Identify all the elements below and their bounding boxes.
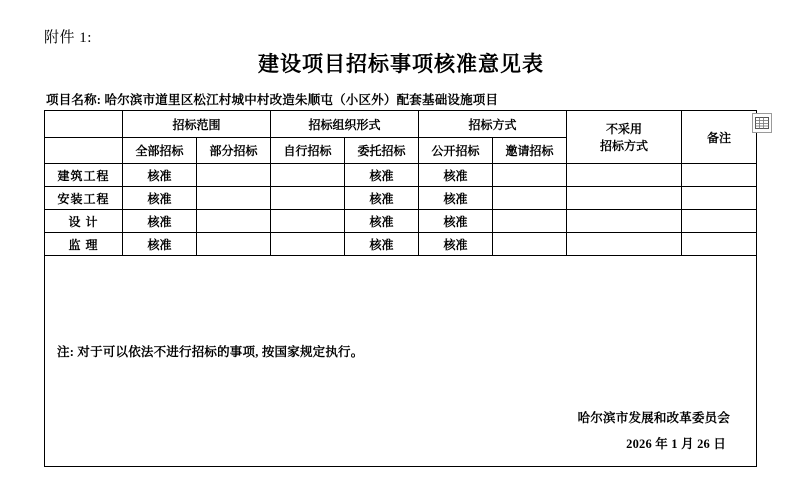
header-group-method: 招标方式 [419, 111, 567, 138]
cell-installation-entrusted: 核准 [345, 187, 419, 210]
table-note: 注: 对于可以依法不进行招标的事项, 按国家规定执行。 [57, 345, 364, 359]
project-name-line [46, 90, 498, 108]
subheader-invited-bidding: 邀请招标 [493, 138, 567, 164]
table-row [45, 187, 757, 210]
subheader-partial-bidding: 部分招标 [197, 138, 271, 164]
header-no-bidding-line2: 招标方式 [600, 139, 649, 153]
cell-installation-full: 核准 [123, 187, 197, 210]
cell-construction-full: 核准 [123, 164, 197, 187]
project-name-value: 哈尔滨市道里区松江村城中村改造朱顺屯（小区外）配套基础设施项目 [104, 93, 499, 107]
cell-construction-entrusted: 核准 [345, 164, 419, 187]
header-group-no-bidding [567, 111, 682, 164]
cell-design-partial [197, 210, 271, 233]
header-group-scope: 招标范围 [123, 111, 271, 138]
header-group-organization: 招标组织形式 [271, 111, 419, 138]
approval-table [44, 110, 757, 467]
cell-supervision-full: 核准 [123, 233, 197, 256]
header-corner-blank [45, 111, 123, 138]
cell-design-entrusted: 核准 [345, 210, 419, 233]
subheader-corner-blank [45, 138, 123, 164]
cell-construction-self [271, 164, 345, 187]
subheader-full-bidding: 全部招标 [123, 138, 197, 164]
cell-installation-public: 核准 [419, 187, 493, 210]
cell-installation-partial [197, 187, 271, 210]
subheader-public-bidding: 公开招标 [419, 138, 493, 164]
cell-construction-public: 核准 [419, 164, 493, 187]
table-header-groups [45, 111, 757, 138]
cell-supervision-entrusted: 核准 [345, 233, 419, 256]
subheader-self-bidding: 自行招标 [271, 138, 345, 164]
row-label-design: 设 计 [45, 210, 123, 233]
cell-design-remark [682, 210, 757, 233]
header-group-remark: 备注 [682, 111, 757, 164]
cell-supervision-public: 核准 [419, 233, 493, 256]
cell-design-no-bidding [567, 210, 682, 233]
cell-design-full: 核准 [123, 210, 197, 233]
cell-design-self [271, 210, 345, 233]
header-no-bidding-line1: 不采用 [606, 122, 643, 136]
table-row [45, 233, 757, 256]
table-row [45, 210, 757, 233]
attachment-label: 附件 1: [44, 30, 92, 46]
table-row [45, 164, 757, 187]
cell-supervision-invited [493, 233, 567, 256]
cell-construction-partial [197, 164, 271, 187]
image-icon[interactable] [752, 113, 772, 133]
cell-supervision-partial [197, 233, 271, 256]
cell-installation-remark [682, 187, 757, 210]
cell-supervision-remark [682, 233, 757, 256]
footer-block [45, 256, 757, 467]
cell-construction-invited [493, 164, 567, 187]
cell-design-invited [493, 210, 567, 233]
page-title: 建设项目招标事项核准意见表 [258, 52, 544, 76]
cell-construction-remark [682, 164, 757, 187]
issuer-name: 哈尔滨市发展和改革委员会 [577, 411, 731, 425]
row-label-supervision: 监 理 [45, 233, 123, 256]
row-label-installation: 安装工程 [45, 187, 123, 210]
cell-installation-self [271, 187, 345, 210]
cell-installation-no-bidding [567, 187, 682, 210]
issue-date: 2026 年 1 月 26 日 [626, 437, 727, 451]
table-footer-block-row [45, 256, 757, 467]
subheader-entrusted-bidding: 委托招标 [345, 138, 419, 164]
cell-installation-invited [493, 187, 567, 210]
cell-construction-no-bidding [567, 164, 682, 187]
row-label-construction: 建筑工程 [45, 164, 123, 187]
cell-supervision-self [271, 233, 345, 256]
project-name-label: 项目名称: [46, 93, 102, 107]
cell-design-public: 核准 [419, 210, 493, 233]
cell-supervision-no-bidding [567, 233, 682, 256]
